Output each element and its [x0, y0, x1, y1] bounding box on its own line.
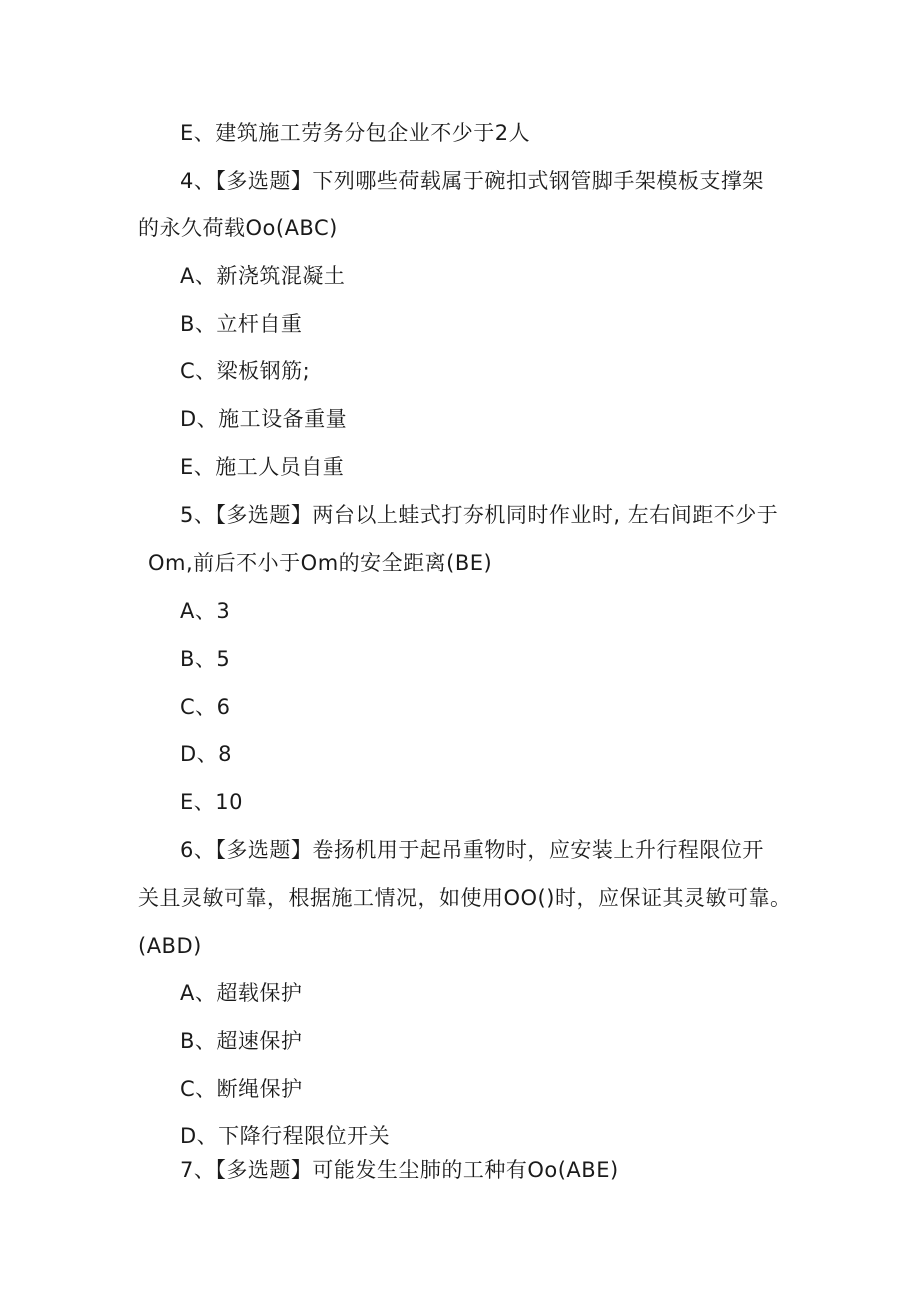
question-5-option-d: D、8: [180, 742, 233, 766]
question-6-text-line-2: 关且灵敏可靠，根据施工情况，如使用OO()时，应保证其灵敏可靠。: [138, 886, 792, 910]
question-5-text-line-2: Om,前后不小于Om的安全距离(BE): [148, 551, 493, 575]
question-6-option-b: B、超速保护: [180, 1029, 303, 1053]
question-4-text-line-1: 4、【多选题】下列哪些荷载属于碗扣式钢管脚手架模板支撑架: [180, 169, 764, 193]
question-4-option-c: C、梁板钢筋;: [180, 359, 311, 383]
question-6-option-c: C、断绳保护: [180, 1077, 303, 1101]
question-5-option-c: C、6: [180, 695, 231, 719]
question-6-text-line-1: 6、【多选题】卷扬机用于起吊重物时，应安装上升行程限位开: [180, 838, 764, 862]
option-e-prev: E、建筑施工劳务分包企业不少于2人: [180, 121, 531, 145]
question-4-option-b: B、立杆自重: [180, 312, 303, 336]
question-5-option-b: B、5: [180, 647, 231, 671]
question-6-option-d: D、下降行程限位开关: [180, 1124, 391, 1148]
question-6-text-line-3: (ABD): [138, 934, 202, 958]
question-7-text-line-1: 7、【多选题】可能发生尘肺的工种有Oo(ABE): [180, 1158, 619, 1182]
question-4-text-line-2: 的永久荷载Oo(ABC): [138, 216, 338, 240]
question-4-option-d: D、施工设备重量: [180, 407, 348, 431]
question-5-option-e: E、10: [180, 790, 243, 814]
question-4-option-a: A、新浇筑混凝土: [180, 264, 346, 288]
question-5-option-a: A、3: [180, 599, 231, 623]
question-5-text-line-1: 5、【多选题】两台以上蛙式打夯机同时作业时, 左右间距不少于: [180, 503, 779, 527]
question-4-option-e: E、施工人员自重: [180, 455, 345, 479]
question-6-option-a: A、超载保护: [180, 981, 303, 1005]
